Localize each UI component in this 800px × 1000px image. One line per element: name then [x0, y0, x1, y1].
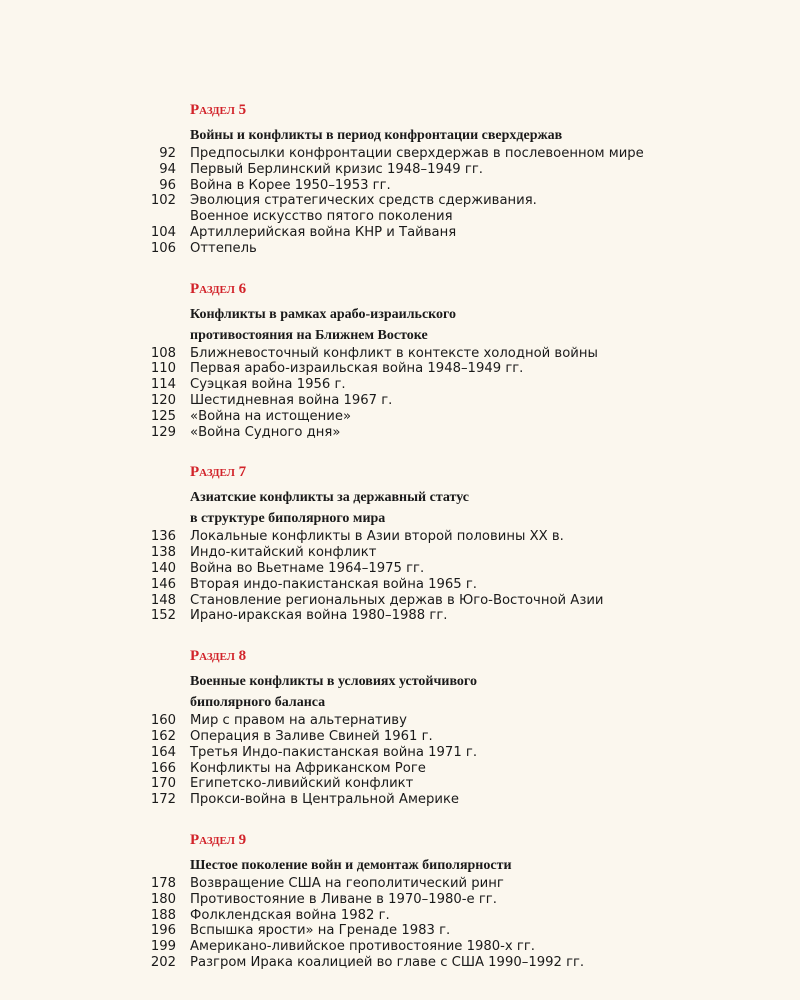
entry-title: Египетско-ливийский конфликт	[190, 776, 414, 792]
entry-page-number: 120	[150, 392, 176, 408]
toc-entry[interactable]	[0, 577, 800, 593]
entry-page-number: 146	[150, 576, 176, 592]
entry-page-number: 196	[150, 923, 176, 939]
entry-title: Фолклендская война 1982 г.	[190, 907, 390, 923]
toc-entry[interactable]	[0, 241, 800, 257]
entry-page-number: 129	[150, 424, 176, 440]
entry-page-number: 199	[150, 939, 176, 955]
toc-entry[interactable]	[0, 608, 800, 624]
toc-entry[interactable]	[0, 346, 800, 362]
toc-entry[interactable]	[0, 792, 800, 808]
section-label: Раздел 5	[190, 102, 247, 118]
entry-page-number: 188	[150, 907, 176, 923]
toc-section	[0, 462, 800, 624]
toc-entry[interactable]	[0, 162, 800, 178]
entry-title: Война в Корее 1950–1953 гг.	[190, 177, 391, 193]
section-title-line: противостояния на Ближнем Востоке	[190, 327, 428, 343]
entry-page-number: 166	[150, 760, 176, 776]
toc-entry[interactable]	[0, 923, 800, 939]
toc-entry[interactable]	[0, 393, 800, 409]
entry-title: Вспышка ярости» на Гренаде 1983 г.	[190, 923, 451, 939]
toc-entry[interactable]	[0, 561, 800, 577]
entry-title: Ближневосточный конфликт в контексте холодной войны	[190, 345, 598, 361]
entry-page-number: 110	[150, 361, 176, 377]
entry-title: Американо-ливийское противостояние 1980-х гг.	[190, 939, 535, 955]
toc-section	[0, 100, 800, 257]
toc-entry[interactable]	[0, 593, 800, 609]
entry-page-number: 136	[150, 529, 176, 545]
toc-entry[interactable]	[0, 729, 800, 745]
entry-title: Военное искусство пятого поколения	[190, 209, 453, 225]
entry-page-number: 160	[150, 713, 176, 729]
entry-title: Эволюция стратегических средств сдерживания.	[190, 193, 537, 209]
section-label: Раздел 7	[190, 464, 247, 481]
toc-section	[0, 646, 800, 808]
toc-entry[interactable]	[0, 377, 800, 393]
toc-entry[interactable]	[0, 425, 800, 441]
entry-page-number: 125	[150, 408, 176, 424]
entry-page-number: 102	[150, 193, 176, 209]
entry-title: «Война Судного дня»	[190, 424, 341, 440]
toc-entry[interactable]	[0, 876, 800, 892]
entry-page-number: 148	[150, 592, 176, 608]
toc-entry[interactable]	[0, 745, 800, 761]
section-title	[0, 304, 630, 346]
entry-title: Артиллерийская война КНР и Тайваня	[190, 224, 457, 240]
section-title	[0, 487, 630, 529]
section-title-line: Азиатские конфликты за державный статус	[190, 490, 469, 506]
entry-title: Оттепель	[190, 240, 257, 256]
entry-title: Индо-китайский конфликт	[190, 545, 377, 561]
entry-title: Шестидневная война 1967 г.	[190, 392, 393, 408]
toc-entry[interactable]	[0, 955, 800, 971]
section-title-line: Конфликты в рамках арабо-израильского	[190, 306, 457, 322]
toc-section	[0, 830, 800, 971]
section-label: Раздел 8	[190, 648, 247, 665]
toc-entry-continuation[interactable]	[0, 209, 800, 225]
entry-page-number: 114	[150, 377, 176, 393]
entry-title: Вторая индо-пакистанская война 1965 г.	[190, 576, 477, 592]
entry-title: Третья Индо-пакистанская война 1971 г.	[190, 744, 478, 760]
entry-title: Разгром Ирака коалицией во главе с США 1990–1992 гг.	[190, 954, 585, 970]
toc-entry[interactable]	[0, 713, 800, 729]
entry-title: Противостояние в Ливане в 1970–1980-е гг.	[190, 891, 497, 907]
entry-title: Война во Вьетнаме 1964–1975 гг.	[190, 560, 425, 576]
entry-page-number: 92	[159, 146, 176, 161]
entry-page-number: 106	[150, 240, 176, 256]
entry-page-number: 162	[150, 728, 176, 744]
entry-page-number: 152	[150, 608, 176, 624]
entry-title: Прокси-война в Центральной Америке	[190, 792, 460, 808]
toc-section	[0, 279, 800, 441]
toc-entry[interactable]	[0, 409, 800, 425]
toc-entry[interactable]	[0, 545, 800, 561]
table-of-contents	[0, 100, 800, 993]
toc-entry[interactable]	[0, 193, 800, 209]
section-label: Раздел 6	[190, 280, 247, 297]
toc-entry[interactable]	[0, 225, 800, 241]
entry-title: Первая арабо-израильская война 1948–1949 гг.	[190, 361, 524, 377]
entry-page-number: 172	[150, 792, 176, 808]
section-title-line: Шестое поколение войн и демонтаж биполярности	[190, 857, 512, 873]
entry-title: Возвращение США на геополитический ринг	[190, 875, 504, 891]
toc-entry[interactable]	[0, 776, 800, 792]
entry-page-number: 108	[150, 345, 176, 361]
toc-entry[interactable]	[0, 939, 800, 955]
section-label: Раздел 9	[190, 831, 247, 848]
toc-entry[interactable]	[0, 892, 800, 908]
entry-page-number: 104	[150, 224, 176, 240]
entry-title: Первый Берлинский кризис 1948–1949 гг.	[190, 161, 483, 177]
toc-entry[interactable]	[0, 908, 800, 924]
entry-page-number: 180	[150, 891, 176, 907]
toc-entry[interactable]	[0, 361, 800, 377]
entry-title: Операция в Заливе Свиней 1961 г.	[190, 728, 433, 744]
section-title	[0, 671, 630, 713]
entry-page-number: 178	[150, 875, 176, 891]
section-title-line: Войны и конфликты в период конфронтации сверхдержав	[190, 128, 563, 143]
toc-entry[interactable]	[0, 529, 800, 545]
entry-page-number: 96	[159, 177, 176, 193]
entry-title: Локальные конфликты в Азии второй половины XX в.	[190, 529, 564, 545]
entry-title: Ирано-иракская война 1980–1988 гг.	[190, 608, 448, 624]
section-title-line: в структуре биполярного мира	[190, 511, 386, 527]
toc-entry[interactable]	[0, 178, 800, 194]
toc-entry[interactable]	[0, 761, 800, 777]
entry-title: «Война на истощение»	[190, 408, 352, 424]
entry-title: Становление региональных держав в Юго-Восточной Азии	[190, 592, 604, 608]
entry-page-number: 94	[159, 161, 176, 177]
entry-page-number: 140	[150, 560, 176, 576]
section-title	[0, 855, 630, 876]
entry-title: Предпосылки конфронтации сверхдержав в послевоенном мире	[190, 146, 644, 161]
entry-title: Конфликты на Африканском Роге	[190, 760, 426, 776]
section-title	[0, 125, 630, 146]
section-title-line: Военные конфликты в условиях устойчивого	[190, 674, 477, 690]
entry-page-number: 170	[150, 776, 176, 792]
entry-title: Мир с правом на альтернативу	[190, 713, 407, 729]
toc-entry[interactable]	[0, 146, 800, 162]
entry-page-number: 164	[150, 744, 176, 760]
entry-page-number: 138	[150, 545, 176, 561]
entry-page-number: 202	[150, 954, 176, 970]
section-title-line: биполярного баланса	[190, 695, 326, 711]
entry-title: Суэцкая война 1956 г.	[190, 377, 346, 393]
